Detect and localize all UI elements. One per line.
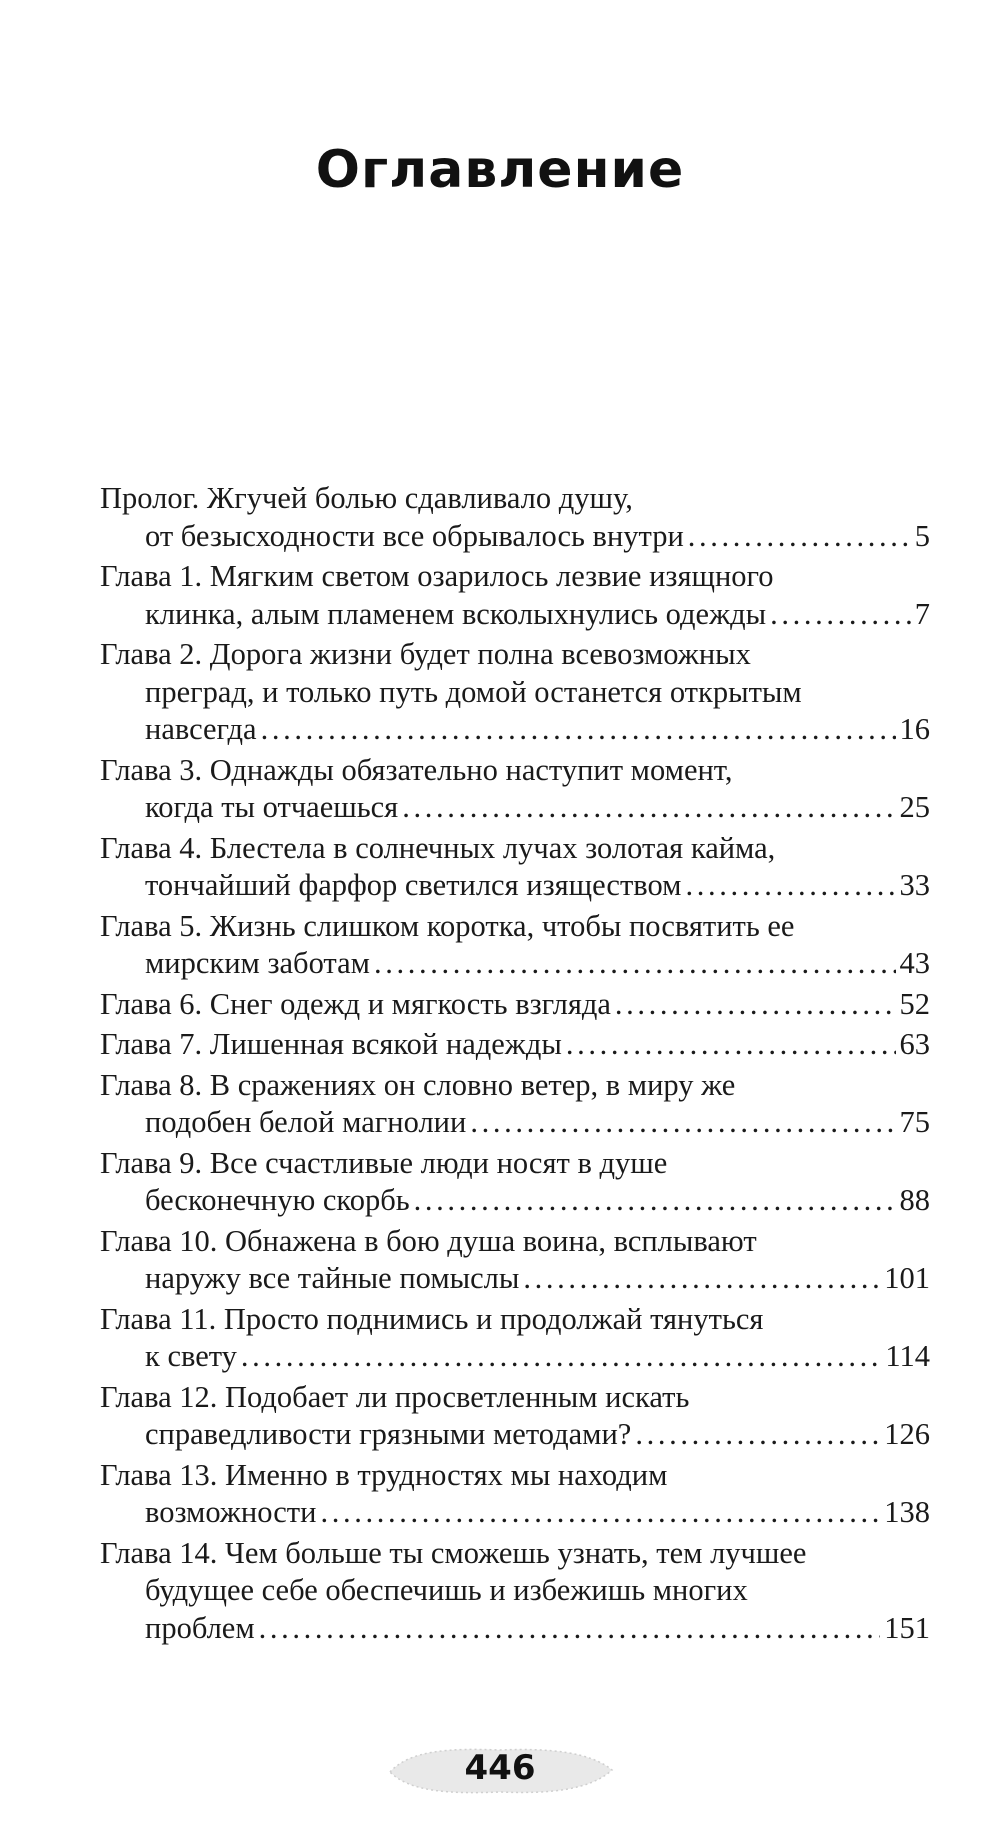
dot-leader [414, 1182, 896, 1220]
toc-entry-line: Глава 14. Чем больше ты сможешь узнать, тем лучшее [100, 1535, 807, 1570]
toc-entry-text: тончайший фарфор светился изяществом [145, 868, 682, 902]
toc-page-number: 33 [899, 868, 930, 902]
toc-entry-text: когда ты отчаешься [145, 790, 399, 824]
toc-entry [100, 1457, 930, 1532]
toc-entry-line: Глава 9. Все счастливые люди носят в душе [100, 1145, 668, 1180]
toc-page-number: 114 [885, 1339, 930, 1373]
toc-entry-last-line [100, 1260, 930, 1298]
page-footer [380, 1740, 620, 1800]
toc-entry-last-line [100, 1416, 930, 1454]
toc-entry-text: клинка, алым пламенем всколыхнулись одежды [145, 596, 767, 631]
toc-entry-last-line [100, 1494, 930, 1532]
toc-page-number: 101 [884, 1261, 930, 1295]
dot-leader [402, 789, 895, 827]
dot-leader [615, 986, 896, 1024]
dot-leader [261, 711, 896, 749]
toc-entry-last-line [100, 711, 930, 749]
dot-leader [770, 596, 911, 634]
toc-page-number: 75 [899, 1105, 930, 1139]
toc-page-number: 43 [899, 946, 930, 980]
toc-entry-last-line [100, 596, 930, 634]
toc-entry [100, 1223, 930, 1298]
toc-entry-text: к свету [145, 1339, 237, 1373]
toc-entry-line: Глава 11. Просто поднимись и продолжай тянуться [100, 1301, 764, 1336]
toc-entry-line: Глава 3. Однажды обязательно наступит момент, [100, 752, 733, 787]
toc-entry-text: от безысходности все обрывалось внутри [145, 518, 684, 553]
dot-leader [566, 1026, 896, 1064]
toc-entry-text: справедливости грязными методами? [145, 1417, 632, 1451]
toc-entry-last-line [100, 945, 930, 983]
toc-entry-last-line [100, 1610, 930, 1648]
toc-entry-text: Глава 6. Снег одежд и мягкость взгляда [100, 986, 611, 1021]
toc-entry [100, 830, 930, 905]
toc-entry-line: будущее себе обеспечишь и избежишь многих [145, 1573, 748, 1607]
toc-entry [100, 1026, 930, 1064]
dot-leader [241, 1338, 881, 1376]
dot-leader [470, 1104, 895, 1142]
toc-entry-last-line [100, 789, 930, 827]
toc-entry [100, 636, 930, 749]
dot-leader [685, 867, 895, 905]
toc-entry [100, 1145, 930, 1220]
toc-page-number: 151 [884, 1610, 930, 1645]
toc-entry-line: преград, и только путь домой останется открытым [145, 674, 802, 709]
toc-entry [100, 558, 930, 633]
toc-entry-line: Глава 13. Именно в трудностях мы находим [100, 1457, 668, 1492]
toc-page-number: 88 [899, 1183, 930, 1217]
toc-entry-line: Глава 2. Дорога жизни будет полна всевозможных [100, 637, 751, 671]
dot-leader [688, 518, 911, 556]
toc-entry-line: Глава 8. В сражениях он словно ветер, в миру же [100, 1067, 736, 1102]
toc-entry-text: бесконечную скорбь [145, 1183, 410, 1217]
toc-entry-text: Глава 7. Лишенная всякой надежды [100, 1027, 562, 1061]
toc-entry-line: Глава 4. Блестела в солнечных лучах золотая кайма, [100, 830, 776, 865]
toc-page-number: 5 [914, 518, 930, 553]
toc-entry-line: Глава 5. Жизнь слишком коротка, чтобы посвятить ее [100, 908, 795, 943]
toc-entry-last-line [100, 1182, 930, 1220]
toc-entry-line: Пролог. Жгучей болью сдавливало душу, [100, 481, 633, 515]
toc-entry-text: навсегда [145, 712, 257, 746]
toc-entry [100, 986, 930, 1024]
toc-entry-last-line [100, 1338, 930, 1376]
toc-entry-line: Глава 10. Обнажена в бою душа воина, всплывают [100, 1223, 757, 1258]
dot-leader [320, 1494, 880, 1532]
toc-entry-last-line [100, 986, 930, 1024]
toc-entry-text: мирским заботам [145, 946, 370, 980]
toc-entry [100, 1379, 930, 1454]
toc-entry-last-line [100, 867, 930, 905]
table-of-contents [100, 480, 930, 1650]
toc-entry-line: Глава 12. Подобает ли просветленным искать [100, 1379, 690, 1414]
dot-leader [374, 945, 896, 983]
dot-leader [635, 1416, 880, 1454]
dot-leader [259, 1610, 881, 1648]
toc-entry-text: наружу все тайные помыслы [145, 1261, 520, 1295]
toc-entry-last-line [100, 1026, 930, 1064]
toc-entry [100, 752, 930, 827]
dot-leader [523, 1260, 880, 1298]
toc-page-number: 7 [914, 596, 930, 631]
toc-page-number: 16 [899, 712, 930, 746]
toc-entry [100, 908, 930, 983]
page-number: 446 [464, 1748, 536, 1788]
toc-entry-text: подобен белой магнолии [145, 1105, 467, 1139]
toc-page-number: 52 [899, 986, 930, 1021]
toc-page-number: 138 [884, 1495, 930, 1529]
toc-entry-text: проблем [145, 1610, 255, 1645]
page-title: Оглавление [315, 140, 685, 200]
toc-entry-last-line [100, 518, 930, 556]
toc-entry [100, 1535, 930, 1648]
toc-entry [100, 1067, 930, 1142]
toc-entry [100, 1301, 930, 1376]
toc-page-number: 63 [899, 1027, 930, 1061]
toc-entry-text: возможности [145, 1495, 317, 1529]
toc-entry [100, 480, 930, 555]
toc-page-number: 25 [899, 790, 930, 824]
toc-page-number: 126 [884, 1417, 930, 1451]
toc-entry-line: Глава 1. Мягким светом озарилось лезвие изящного [100, 559, 774, 593]
toc-entry-last-line [100, 1104, 930, 1142]
